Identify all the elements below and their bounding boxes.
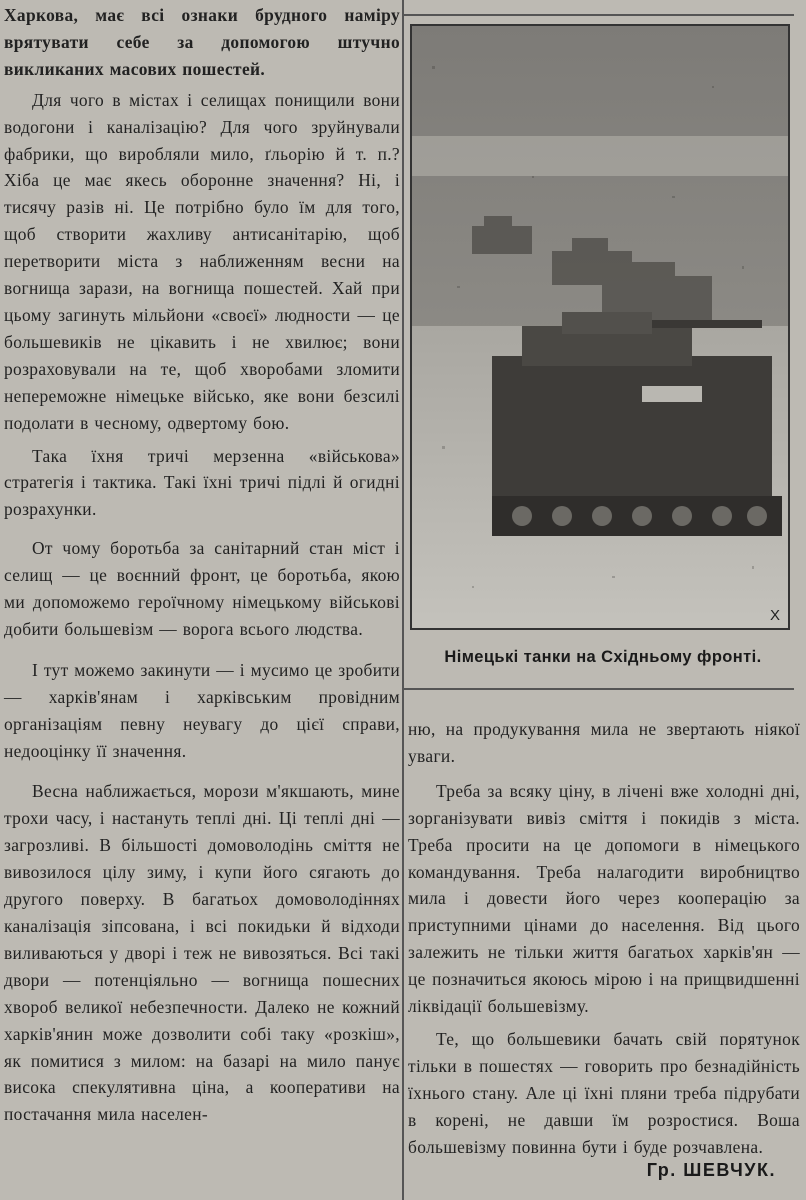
photo-top-rule [402, 14, 794, 16]
tank-photograph-illustration [412, 26, 788, 628]
article-paragraph: Треба за всяку ціну, в лічені вже холодні дні, зорганізувати вивіз сміття і покидів з міста. Треба просити на це допомоги в німецького командування. Треба налагодити виробництво мила і довести його через кооперацію за приступними цінами до населення. Від цього залежить не тільки життя багатьох харків'ян — це позначиться якоюсь мірою і на прищвидшенні ліквідації большевізму. [408, 780, 800, 1017]
photo-corner-mark: Х [770, 607, 781, 624]
caption-bottom-rule [402, 688, 794, 690]
left-article-column [4, 2, 400, 1198]
article-continuation: ню, на продукування мила не звертають ніякої уваги. [408, 719, 800, 766]
photo-caption: Німецькі танки на Східньому фронті. [444, 648, 762, 666]
article-paragraph: Для чого в містах і селищах понищили вони водогони і каналізацію? Для чого зруйнували фабрики, що виробляли мило, ґльорію й т. п.? Хіба це має якесь оборонне значення? Ні, і тисячу разів ні. Це потрібно було їм для того, щоб створити жахливу антисанітарію, щоб перетворити міста з наближенням весни на вогнища зарази, на вогнища пошестей. Хай при цьому загинуть мільйони «своєї» людности — це большевиків не цікавить і не хвилює; вони розраховували на те, щоб хворобами зломити непереможне німецьке військо, яке вони безсилі подолати в чесному, одвертому бою. [4, 89, 400, 433]
horizon-haze [412, 136, 788, 176]
article-paragraph: Така їхня тричі мерзенна «військова» стратегія і тактика. Такі їхні тричі підлі й огидні розрахунки. [4, 445, 400, 520]
right-article-column [408, 716, 800, 1161]
article-lead-paragraph: Харкова, має всі ознаки брудного наміру врятувати себе за допомогою штучно викликаних масових пошестей. [4, 5, 400, 79]
article-paragraph: І тут можемо закинути — і мусимо це зробити — харків'янам і харківським провідним організаціям певну неувагу до цієї справи, недооцінку її значення. [4, 659, 401, 761]
article-paragraph: Те, що большевики бачать свій порятунок тільки в пошестях — говорить про безнадійність їхнього стану. Але ці їхні пляни треба підрубати в корені, не давши їм розростися. Вошa большевізму повинна бути і буде розчавлена. [408, 1028, 800, 1157]
article-paragraph: От чому боротьба за санітарний стан міст і селищ — це воєнний фронт, це боротьба, якою ми допоможемо героїчному німецькому військові добити большевізм — ворога всього людства. [4, 538, 400, 639]
column-divider [402, 0, 404, 1200]
author-signature: Гр. ШЕВЧУК. [646, 1160, 776, 1180]
article-paragraph: Весна наближається, морози м'якшають, мине трохи часу, і настануть теплі дні. Ці теплі дні — загрозливі. В більшості домоволодінь сміття не вивозилося цілу зиму, і купи його сягають до другого поверху. В багатьох домоволодіннях каналізація зіпсована, і всі покидьки й відходи виливаються у дворі і теж не вивозяться. Всі такі двори — потенціяльно — вогнища пошесних хвороб великої небезпечности. Далеко не кожний харків'янин може дозволити собі таку «розкіш», як помитися з милом: на базарі на мило панує висока спекулятивна ціна, а кооперативи на постачання мила населен- [4, 781, 400, 1125]
tank-photograph [410, 24, 790, 630]
